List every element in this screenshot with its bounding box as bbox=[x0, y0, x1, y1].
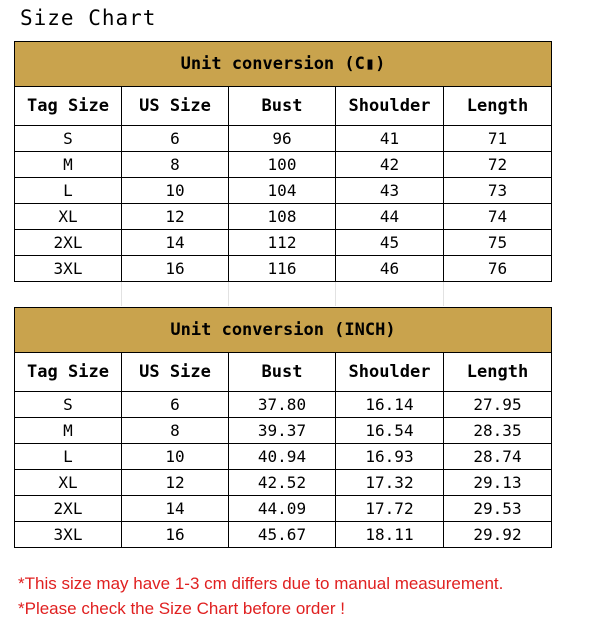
table-cell: L bbox=[15, 178, 122, 204]
table-row bbox=[15, 204, 552, 230]
table-row bbox=[15, 178, 552, 204]
table-cell: 72 bbox=[444, 152, 552, 178]
table-cell: L bbox=[15, 444, 122, 470]
table-cell: 10 bbox=[122, 444, 229, 470]
table-cell: 17.72 bbox=[336, 496, 444, 522]
column-header-tag-size: Tag Size bbox=[15, 87, 122, 126]
size-table-cm bbox=[14, 41, 552, 282]
table-cell: 42 bbox=[336, 152, 444, 178]
table-cell: XL bbox=[15, 204, 122, 230]
table-cell: M bbox=[15, 152, 122, 178]
table-row bbox=[15, 230, 552, 256]
table-row bbox=[15, 496, 552, 522]
table-row bbox=[15, 126, 552, 152]
table-cell: 29.92 bbox=[444, 522, 552, 548]
table-cell: 96 bbox=[229, 126, 336, 152]
table-cell: 37.80 bbox=[229, 392, 336, 418]
column-header-bust: Bust bbox=[229, 353, 336, 392]
table-cell: 45.67 bbox=[229, 522, 336, 548]
table-cell: 16.14 bbox=[336, 392, 444, 418]
table-cell: 46 bbox=[336, 256, 444, 282]
table-row bbox=[15, 152, 552, 178]
table-cell: 43 bbox=[336, 178, 444, 204]
table-cell: 74 bbox=[444, 204, 552, 230]
table-cell: 45 bbox=[336, 230, 444, 256]
table-cell: 28.35 bbox=[444, 418, 552, 444]
column-header-length: Length bbox=[444, 87, 552, 126]
table-cell: 16.93 bbox=[336, 444, 444, 470]
table-cell: 116 bbox=[229, 256, 336, 282]
column-header-shoulder: Shoulder bbox=[336, 87, 444, 126]
table-cell: 42.52 bbox=[229, 470, 336, 496]
column-header-bust: Bust bbox=[229, 87, 336, 126]
table-cell: 8 bbox=[122, 418, 229, 444]
table-spacer bbox=[14, 282, 551, 306]
table-cell: 10 bbox=[122, 178, 229, 204]
column-header-tag-size: Tag Size bbox=[15, 353, 122, 392]
table-cell: 29.53 bbox=[444, 496, 552, 522]
table-cell: 39.37 bbox=[229, 418, 336, 444]
table-cell: 112 bbox=[229, 230, 336, 256]
table-cell: 16 bbox=[122, 522, 229, 548]
page-title: Size Chart bbox=[20, 6, 157, 30]
table-cell: 76 bbox=[444, 256, 552, 282]
table-cell: 3XL bbox=[15, 522, 122, 548]
table-cell: 14 bbox=[122, 496, 229, 522]
table-cell: 28.74 bbox=[444, 444, 552, 470]
check-chart-note: *Please check the Size Chart before order ! bbox=[18, 599, 345, 618]
table-cell: 16.54 bbox=[336, 418, 444, 444]
table-cell: 41 bbox=[336, 126, 444, 152]
table-heading-cm: Unit conversion (C▮) bbox=[15, 42, 552, 87]
measurement-note: *This size may have 1-3 cm differs due to manual measurement. bbox=[18, 574, 504, 593]
table-row bbox=[15, 444, 552, 470]
table-row bbox=[15, 256, 552, 282]
table-cell: 73 bbox=[444, 178, 552, 204]
table-cell: 17.32 bbox=[336, 470, 444, 496]
table-cell: 18.11 bbox=[336, 522, 444, 548]
table-cell: 100 bbox=[229, 152, 336, 178]
column-header-length: Length bbox=[444, 353, 552, 392]
table-cell: 14 bbox=[122, 230, 229, 256]
table-cell: 6 bbox=[122, 392, 229, 418]
table-cell: 8 bbox=[122, 152, 229, 178]
table-cell: 12 bbox=[122, 470, 229, 496]
table-cell: 71 bbox=[444, 126, 552, 152]
table-cell: 44 bbox=[336, 204, 444, 230]
table-cell: 29.13 bbox=[444, 470, 552, 496]
table-cell: 2XL bbox=[15, 230, 122, 256]
table-cell: 27.95 bbox=[444, 392, 552, 418]
column-header-shoulder: Shoulder bbox=[336, 353, 444, 392]
table-cell: 104 bbox=[229, 178, 336, 204]
table-cell: 6 bbox=[122, 126, 229, 152]
table-cell: 2XL bbox=[15, 496, 122, 522]
table-row bbox=[15, 392, 552, 418]
column-header-us-size: US Size bbox=[122, 353, 229, 392]
table-cell: 40.94 bbox=[229, 444, 336, 470]
table-cell: 3XL bbox=[15, 256, 122, 282]
table-cell: S bbox=[15, 392, 122, 418]
table-cell: 44.09 bbox=[229, 496, 336, 522]
table-cell: XL bbox=[15, 470, 122, 496]
table-cell: 75 bbox=[444, 230, 552, 256]
table-heading-inch: Unit conversion (INCH) bbox=[15, 308, 552, 353]
table-cell: M bbox=[15, 418, 122, 444]
size-table-inch bbox=[14, 307, 552, 548]
table-row bbox=[15, 470, 552, 496]
table-cell: 16 bbox=[122, 256, 229, 282]
table-cell: 12 bbox=[122, 204, 229, 230]
table-row bbox=[15, 418, 552, 444]
table-cell: S bbox=[15, 126, 122, 152]
table-row bbox=[15, 522, 552, 548]
table-cell: 108 bbox=[229, 204, 336, 230]
column-header-us-size: US Size bbox=[122, 87, 229, 126]
